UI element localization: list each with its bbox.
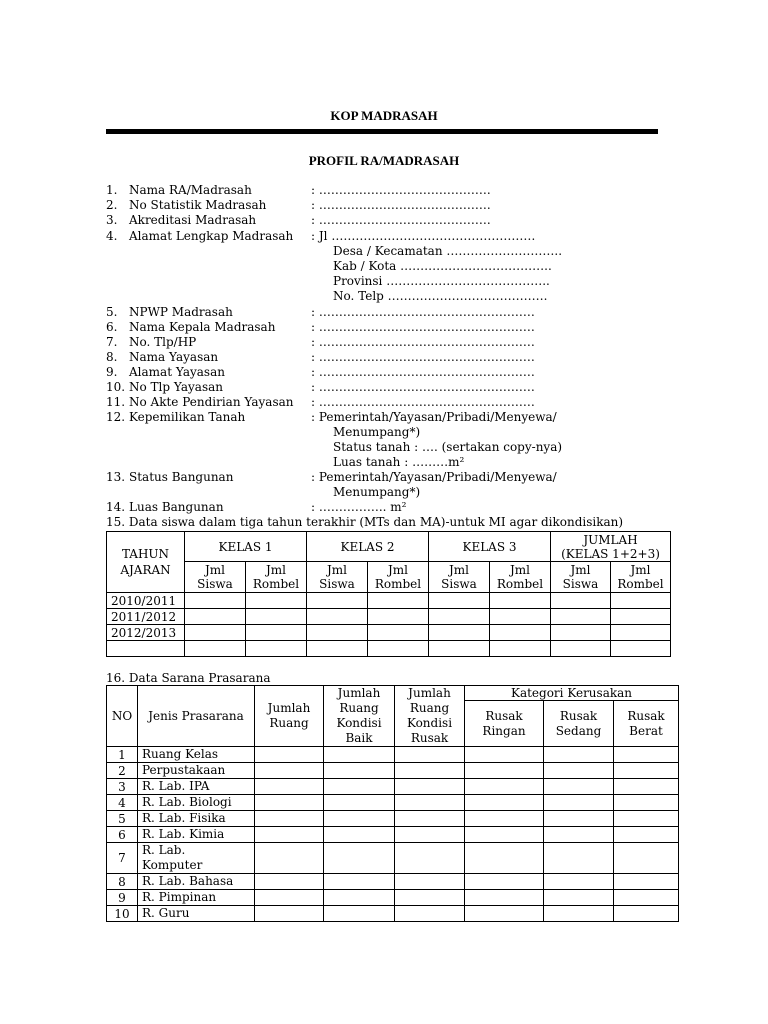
empty-cell [307, 641, 368, 657]
year-cell [107, 641, 185, 657]
row-number: 2 [107, 763, 138, 779]
field-label: Alamat Lengkap Madrasah [129, 229, 294, 243]
empty-cell [307, 593, 368, 609]
header-rusak-berat: Rusak Berat [614, 701, 679, 747]
empty-cell [614, 906, 679, 922]
empty-cell [490, 641, 551, 657]
address-kab-line: Kab / Kota ……………………………….. [333, 259, 552, 273]
empty-cell [551, 593, 611, 609]
field-label: Status Bangunan [129, 470, 234, 484]
empty-cell [395, 795, 465, 811]
field-value: : ……………………………………………… [311, 395, 535, 409]
header-kondisi-rusak: Jumlah Ruang Kondisi Rusak [395, 686, 465, 747]
field-label: No Statistik Madrasah [129, 198, 267, 212]
empty-cell [551, 641, 611, 657]
empty-cell [324, 890, 395, 906]
facility-name: R. Lab. Fisika [138, 811, 255, 827]
empty-cell [255, 906, 324, 922]
empty-cell [307, 625, 368, 641]
empty-cell [324, 747, 395, 763]
empty-cell [544, 827, 614, 843]
empty-cell [544, 779, 614, 795]
empty-cell [395, 827, 465, 843]
empty-cell [395, 874, 465, 890]
field-number: 6. [106, 320, 118, 334]
empty-cell [465, 827, 544, 843]
row-number: 10 [107, 906, 138, 922]
row-number: 9 [107, 890, 138, 906]
bangunan-menumpang-line: Menumpang*) [333, 485, 421, 499]
empty-cell [246, 609, 307, 625]
empty-cell [395, 906, 465, 922]
field-value: : ……………………………………. [311, 213, 491, 227]
empty-cell [185, 625, 246, 641]
empty-cell [368, 593, 429, 609]
field-value: : ……………………………………………… [311, 350, 535, 364]
header-tahun-ajaran: TAHUN AJARAN [107, 532, 185, 593]
section-16-title: 16. Data Sarana Prasarana [106, 671, 271, 685]
student-data-table [106, 531, 671, 657]
empty-cell [324, 795, 395, 811]
year-cell: 2012/2013 [107, 625, 185, 641]
row-number: 8 [107, 874, 138, 890]
row-number: 6 [107, 827, 138, 843]
empty-cell [614, 890, 679, 906]
field-number: 7. [106, 335, 118, 349]
empty-cell [368, 609, 429, 625]
empty-cell [395, 890, 465, 906]
address-provinsi-line: Provinsi ………………………………….. [333, 274, 550, 288]
header-rusak-ringan: Rusak Ringan [465, 701, 544, 747]
empty-cell [465, 795, 544, 811]
letterhead-rule [106, 129, 658, 134]
empty-cell [429, 641, 490, 657]
empty-cell [614, 874, 679, 890]
empty-cell [255, 811, 324, 827]
empty-cell [246, 641, 307, 657]
empty-cell [429, 609, 490, 625]
field-value: : ……………………………………………… [311, 305, 535, 319]
row-number: 4 [107, 795, 138, 811]
table-row [107, 747, 679, 763]
empty-cell [611, 593, 671, 609]
tanah-menumpang-line: Menumpang*) [333, 425, 421, 439]
facility-name: R. Lab. IPA [138, 779, 255, 795]
field-number: 10. [106, 380, 126, 394]
subheader-jml-siswa: Jml Siswa [429, 562, 490, 593]
empty-cell [614, 763, 679, 779]
empty-cell [551, 625, 611, 641]
facility-name: R. Lab. Komputer [138, 843, 255, 874]
field-value: : ……………………………………. [311, 198, 491, 212]
field-value: : Pemerintah/Yayasan/Pribadi/Menyewa/ [311, 410, 557, 424]
table-row [107, 625, 671, 641]
empty-cell [368, 625, 429, 641]
field-label: No Tlp Yayasan [129, 380, 223, 394]
empty-cell [611, 625, 671, 641]
empty-cell [395, 843, 465, 874]
field-value: : ……………………………………………… [311, 380, 535, 394]
field-number: 14. [106, 500, 126, 514]
empty-cell [551, 609, 611, 625]
field-label: Nama Yayasan [129, 350, 219, 364]
year-cell: 2011/2012 [107, 609, 185, 625]
empty-cell [614, 811, 679, 827]
empty-cell [611, 641, 671, 657]
empty-cell [185, 593, 246, 609]
field-number: 12. [106, 410, 126, 424]
empty-cell [544, 763, 614, 779]
empty-cell [614, 843, 679, 874]
empty-cell [490, 609, 551, 625]
field-number: 1. [106, 183, 118, 197]
table-row [107, 874, 679, 890]
address-telp-line: No. Telp …………………………………. [333, 289, 548, 303]
field-label: NPWP Madrasah [129, 305, 233, 319]
field-label: Kepemilikan Tanah [129, 410, 246, 424]
table-row [107, 811, 679, 827]
facility-name: R. Lab. Biologi [138, 795, 255, 811]
empty-cell [429, 593, 490, 609]
empty-cell [395, 747, 465, 763]
field-number: 5. [106, 305, 118, 319]
empty-cell [611, 609, 671, 625]
field-number: 4. [106, 229, 118, 243]
field-value: : ……………………………………………… [311, 365, 535, 379]
empty-cell [324, 874, 395, 890]
header-kelas-1: KELAS 1 [185, 532, 307, 562]
facility-table [106, 685, 679, 922]
empty-cell [465, 747, 544, 763]
empty-cell [395, 811, 465, 827]
field-number: 2. [106, 198, 118, 212]
section-15-title: 15. Data siswa dalam tiga tahun terakhir (MTs dan MA)-untuk MI agar dikondisikan) [106, 515, 624, 529]
field-number: 11. [106, 395, 126, 409]
field-value: : ……………………………………. [311, 183, 491, 197]
empty-cell [324, 906, 395, 922]
empty-cell [465, 906, 544, 922]
table-row [107, 593, 671, 609]
empty-cell [544, 811, 614, 827]
empty-cell [395, 763, 465, 779]
table-row [107, 795, 679, 811]
subheader-jml-rombel: Jml Rombel [490, 562, 551, 593]
field-label: No. Tlp/HP [129, 335, 197, 349]
empty-cell [255, 763, 324, 779]
empty-cell [465, 890, 544, 906]
empty-cell [255, 827, 324, 843]
facility-name: R. Guru [138, 906, 255, 922]
field-label: Alamat Yayasan [129, 365, 225, 379]
facility-name: R. Lab. Bahasa [138, 874, 255, 890]
tanah-status-line: Status tanah : …. (sertakan copy-nya) [333, 440, 563, 454]
letterhead-title: KOP MADRASAH [330, 108, 438, 123]
row-number: 3 [107, 779, 138, 795]
field-number: 3. [106, 213, 118, 227]
facility-name: R. Lab. Kimia [138, 827, 255, 843]
subheader-jml-siswa: Jml Siswa [307, 562, 368, 593]
empty-cell [255, 890, 324, 906]
table-row [107, 827, 679, 843]
facility-name: Perpustakaan [138, 763, 255, 779]
empty-cell [324, 827, 395, 843]
empty-cell [429, 625, 490, 641]
page-title: PROFIL RA/MADRASAH [308, 153, 460, 168]
empty-cell [246, 625, 307, 641]
empty-cell [465, 843, 544, 874]
empty-cell [185, 609, 246, 625]
field-label: Akreditasi Madrasah [129, 213, 257, 227]
table-row [107, 843, 679, 874]
header-jenis: Jenis Prasarana [138, 686, 255, 747]
row-number: 1 [107, 747, 138, 763]
student-subheader-row [107, 562, 671, 593]
empty-cell [395, 779, 465, 795]
empty-cell [544, 890, 614, 906]
header-jumlah-ruang: Jumlah Ruang [255, 686, 324, 747]
row-number: 5 [107, 811, 138, 827]
empty-cell [324, 811, 395, 827]
empty-cell [544, 747, 614, 763]
empty-cell [255, 779, 324, 795]
header-kondisi-baik: Jumlah Ruang Kondisi Baik [324, 686, 395, 747]
table-row [107, 641, 671, 657]
empty-cell [465, 811, 544, 827]
empty-cell [544, 906, 614, 922]
field-value: : Jl …………………………………………… [311, 229, 536, 243]
table-row [107, 763, 679, 779]
header-rusak-sedang: Rusak Sedang [544, 701, 614, 747]
facility-name: Ruang Kelas [138, 747, 255, 763]
field-label: Nama Kepala Madrasah [129, 320, 276, 334]
empty-cell [307, 609, 368, 625]
field-label: Luas Bangunan [129, 500, 224, 514]
field-label: No Akte Pendirian Yayasan [129, 395, 294, 409]
address-desa-line: Desa / Kecamatan ……………………….. [333, 244, 563, 258]
empty-cell [614, 779, 679, 795]
field-label: Nama RA/Madrasah [129, 183, 252, 197]
empty-cell [544, 843, 614, 874]
subheader-jml-siswa: Jml Siswa [185, 562, 246, 593]
field-number: 13. [106, 470, 126, 484]
empty-cell [544, 874, 614, 890]
row-number: 7 [107, 843, 138, 874]
field-number: 9. [106, 365, 118, 379]
empty-cell [490, 625, 551, 641]
field-value: : Pemerintah/Yayasan/Pribadi/Menyewa/ [311, 470, 557, 484]
empty-cell [185, 641, 246, 657]
table-row [107, 609, 671, 625]
field-value: : ……………………………………………… [311, 335, 535, 349]
empty-cell [614, 747, 679, 763]
table-row [107, 890, 679, 906]
facility-name: R. Pimpinan [138, 890, 255, 906]
empty-cell [255, 874, 324, 890]
empty-cell [246, 593, 307, 609]
empty-cell [614, 827, 679, 843]
empty-cell [490, 593, 551, 609]
subheader-jml-rombel: Jml Rombel [246, 562, 307, 593]
table-row [107, 906, 679, 922]
empty-cell [255, 795, 324, 811]
empty-cell [255, 747, 324, 763]
subheader-jml-rombel: Jml Rombel [368, 562, 429, 593]
empty-cell [324, 763, 395, 779]
header-kategori-kerusakan: Kategori Kerusakan [465, 686, 679, 701]
empty-cell [368, 641, 429, 657]
field-number: 8. [106, 350, 118, 364]
header-kelas-3: KELAS 3 [429, 532, 551, 562]
header-no: NO [107, 686, 138, 747]
field-value: : ……………………………………………… [311, 320, 535, 334]
empty-cell [465, 763, 544, 779]
empty-cell [465, 874, 544, 890]
header-kelas-2: KELAS 2 [307, 532, 429, 562]
empty-cell [465, 779, 544, 795]
subheader-jml-siswa: Jml Siswa [551, 562, 611, 593]
table-row [107, 779, 679, 795]
header-jumlah: JUMLAH (KELAS 1+2+3) [551, 532, 671, 562]
empty-cell [255, 843, 324, 874]
year-cell: 2010/2011 [107, 593, 185, 609]
field-value: : …………….. m² [311, 500, 407, 514]
empty-cell [614, 795, 679, 811]
empty-cell [324, 843, 395, 874]
empty-cell [544, 795, 614, 811]
empty-cell [324, 779, 395, 795]
tanah-luas-line: Luas tanah : ………m² [333, 455, 465, 469]
subheader-jml-rombel: Jml Rombel [611, 562, 671, 593]
